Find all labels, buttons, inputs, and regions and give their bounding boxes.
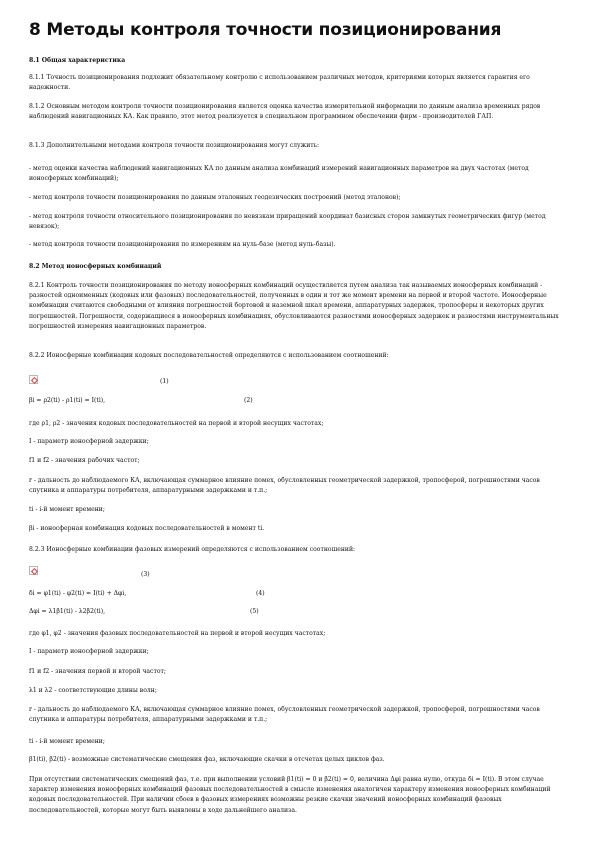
definition-beta: βi - ионосферная комбинация кодовых последовательностей в момент ti. [29,525,265,532]
definition-phi: где φ1, φ2 - значения фазовых последовательностей на первой и второй несущих частотах; [29,630,326,637]
equation-2: βi = ρ2(ti) - ρ1(ti) = I(ti), [29,397,106,404]
broken-image-icon [29,375,38,384]
definition-r-phase: r - дальность до наблюдаемого КА, включающая суммарное влияние помех, обусловленных геометрической задержкой, тропосферой, погрешностями часов спутника и аппаратуры потребителя, аппаратурными задержками и т.п.; [29,706,540,724]
definition-ti: ti - i-й момент времени; [29,506,105,513]
paragraph-8-1-1: 8.1.1 Точность позиционирования подлежит обязательному контролю с использованием различных методов, критериями которых является гарантия его надежности. [29,74,530,92]
paragraph-8-2-2: 8.2.2 Ионосферные комбинации кодовых последовательностей определяются с использованием соотношений: [29,352,389,359]
paragraph-8-1-3: 8.1.3 Дополнительными методами контроля точности позиционирования могут служить: [29,142,320,149]
definition-f: f1 и f2 - значения рабочих частот; [29,457,140,464]
list-item-method-zero-baseline: - метод контроля точности позиционирования по измерениям на нуль-базе (метод нуль-базы). [29,241,336,248]
section-8-1-heading: 8.1 Общая характеристика [29,57,126,64]
definition-ti-phase: ti - i-й момент времени; [29,738,105,745]
equation-3-number: (3) [141,571,150,578]
list-item-method-residuals: - метод контроля точности относительного позиционирования по невязкам приращений координат базисных сторон замкнутых геометрических фигур (метод невязок); [29,213,546,231]
equation-2-number: (2) [244,397,253,404]
list-item-method-reference: - метод контроля точности позиционирования по данным эталонных геодезических построений (метод эталонов); [29,194,401,201]
broken-image-icon [29,566,38,575]
equation-1-number: (1) [160,378,169,385]
list-item-method-ionospheric: - метод оценки качества наблюдений навигационных КА по данным анализа комбинаций измерений навигационных параметров на двух частотах (метод ионосферных комбинаций); [29,165,529,183]
paragraph-no-systematic-shift: При отсутствии систематических смещений фаз, т.е. при выполнении условий β1(ti) = 0 и β2(ti) = 0, величина Δφi равна нулю, откуда δi = I(ti). В этом случае характер изменения ионосферных комбинаций фазовых последовательностей в смысле изменения аналогичен характеру изменения ионосферных комбинаций кодовых последовательностей. При наличии сбоев в фазовых измерениях возможны резкие скачки значений ионосферных комбинаций фазовых последовательностей, которые могут быть выявлены в ходе дальнейшего анализа. [29,776,551,814]
definition-f-phase: f1 и f2 - значения первой и второй частот; [29,668,166,675]
definition-r: r - дальность до наблюдаемого КА, включающая суммарное влияние помех, обусловленных геометрической задержкой, тропосферой, погрешностями часов спутника и аппаратуры потребителя, аппаратурными задержками и т.п.; [29,477,540,495]
page-title: 8 Методы контроля точности позиционирования [29,20,502,40]
equation-5: Δφi = λ1β1(ti) - λ2β2(ti), [29,608,106,615]
definition-beta-phase: β1(ti), β2(ti) - возможные систематические смещения фаз, включающие скачки в отсчетах целых циклов фаз. [29,756,385,763]
paragraph-8-1-2: 8.1.2 Основным методом контроля точности позиционирования является оценка качества измерительной информации по данным анализа временных рядов наблюдений навигационных КА. Как правило, этот метод реализуется в специальном программном обеспечении фирм - производителей ГАП. [29,103,541,121]
definition-rho: где ρ1, ρ2 - значения кодовых последовательностей на первой и второй несущих частотах; [29,420,324,427]
equation-4-number: (4) [256,590,265,597]
paragraph-8-2-1: 8.2.1 Контроль точности позиционирования по методу ионосферных комбинаций осуществляется путем анализа так называемых ионосферных комбинаций - разностей одноименных (кодовых или фазовых) последовательностей, полученных в один и тот же момент времени на первой и второй частоте. Ионосферные комбинации считаются свободными от влияния погрешностей бортовой и наземной шкал времени, аппаратурных задержек, тропосферы и некоторых других погрешностей. Погрешности, содержащиеся в ионосферных комбинациях, обусловливаются разностями ионосферных задержек и разностями инструментальных погрешностей измерения навигационных параметров. [29,282,559,330]
definition-lambda: λ1 и λ2 - соответствующие длины волн; [29,687,157,694]
equation-5-number: (5) [250,608,259,615]
paragraph-8-2-3: 8.2.3 Ионосферные комбинации фазовых измерений определяются с использованием соотношений: [29,546,356,553]
definition-i: I - параметр ионосферной задержки; [29,438,149,445]
definition-i-phase: I - параметр ионосферной задержки; [29,648,149,655]
equation-4: δi = φ1(ti) - φ2(ti) = I(ti) + Δφi, [29,590,127,597]
section-8-2-heading: 8.2 Метод ионосферных комбинаций [29,263,162,270]
